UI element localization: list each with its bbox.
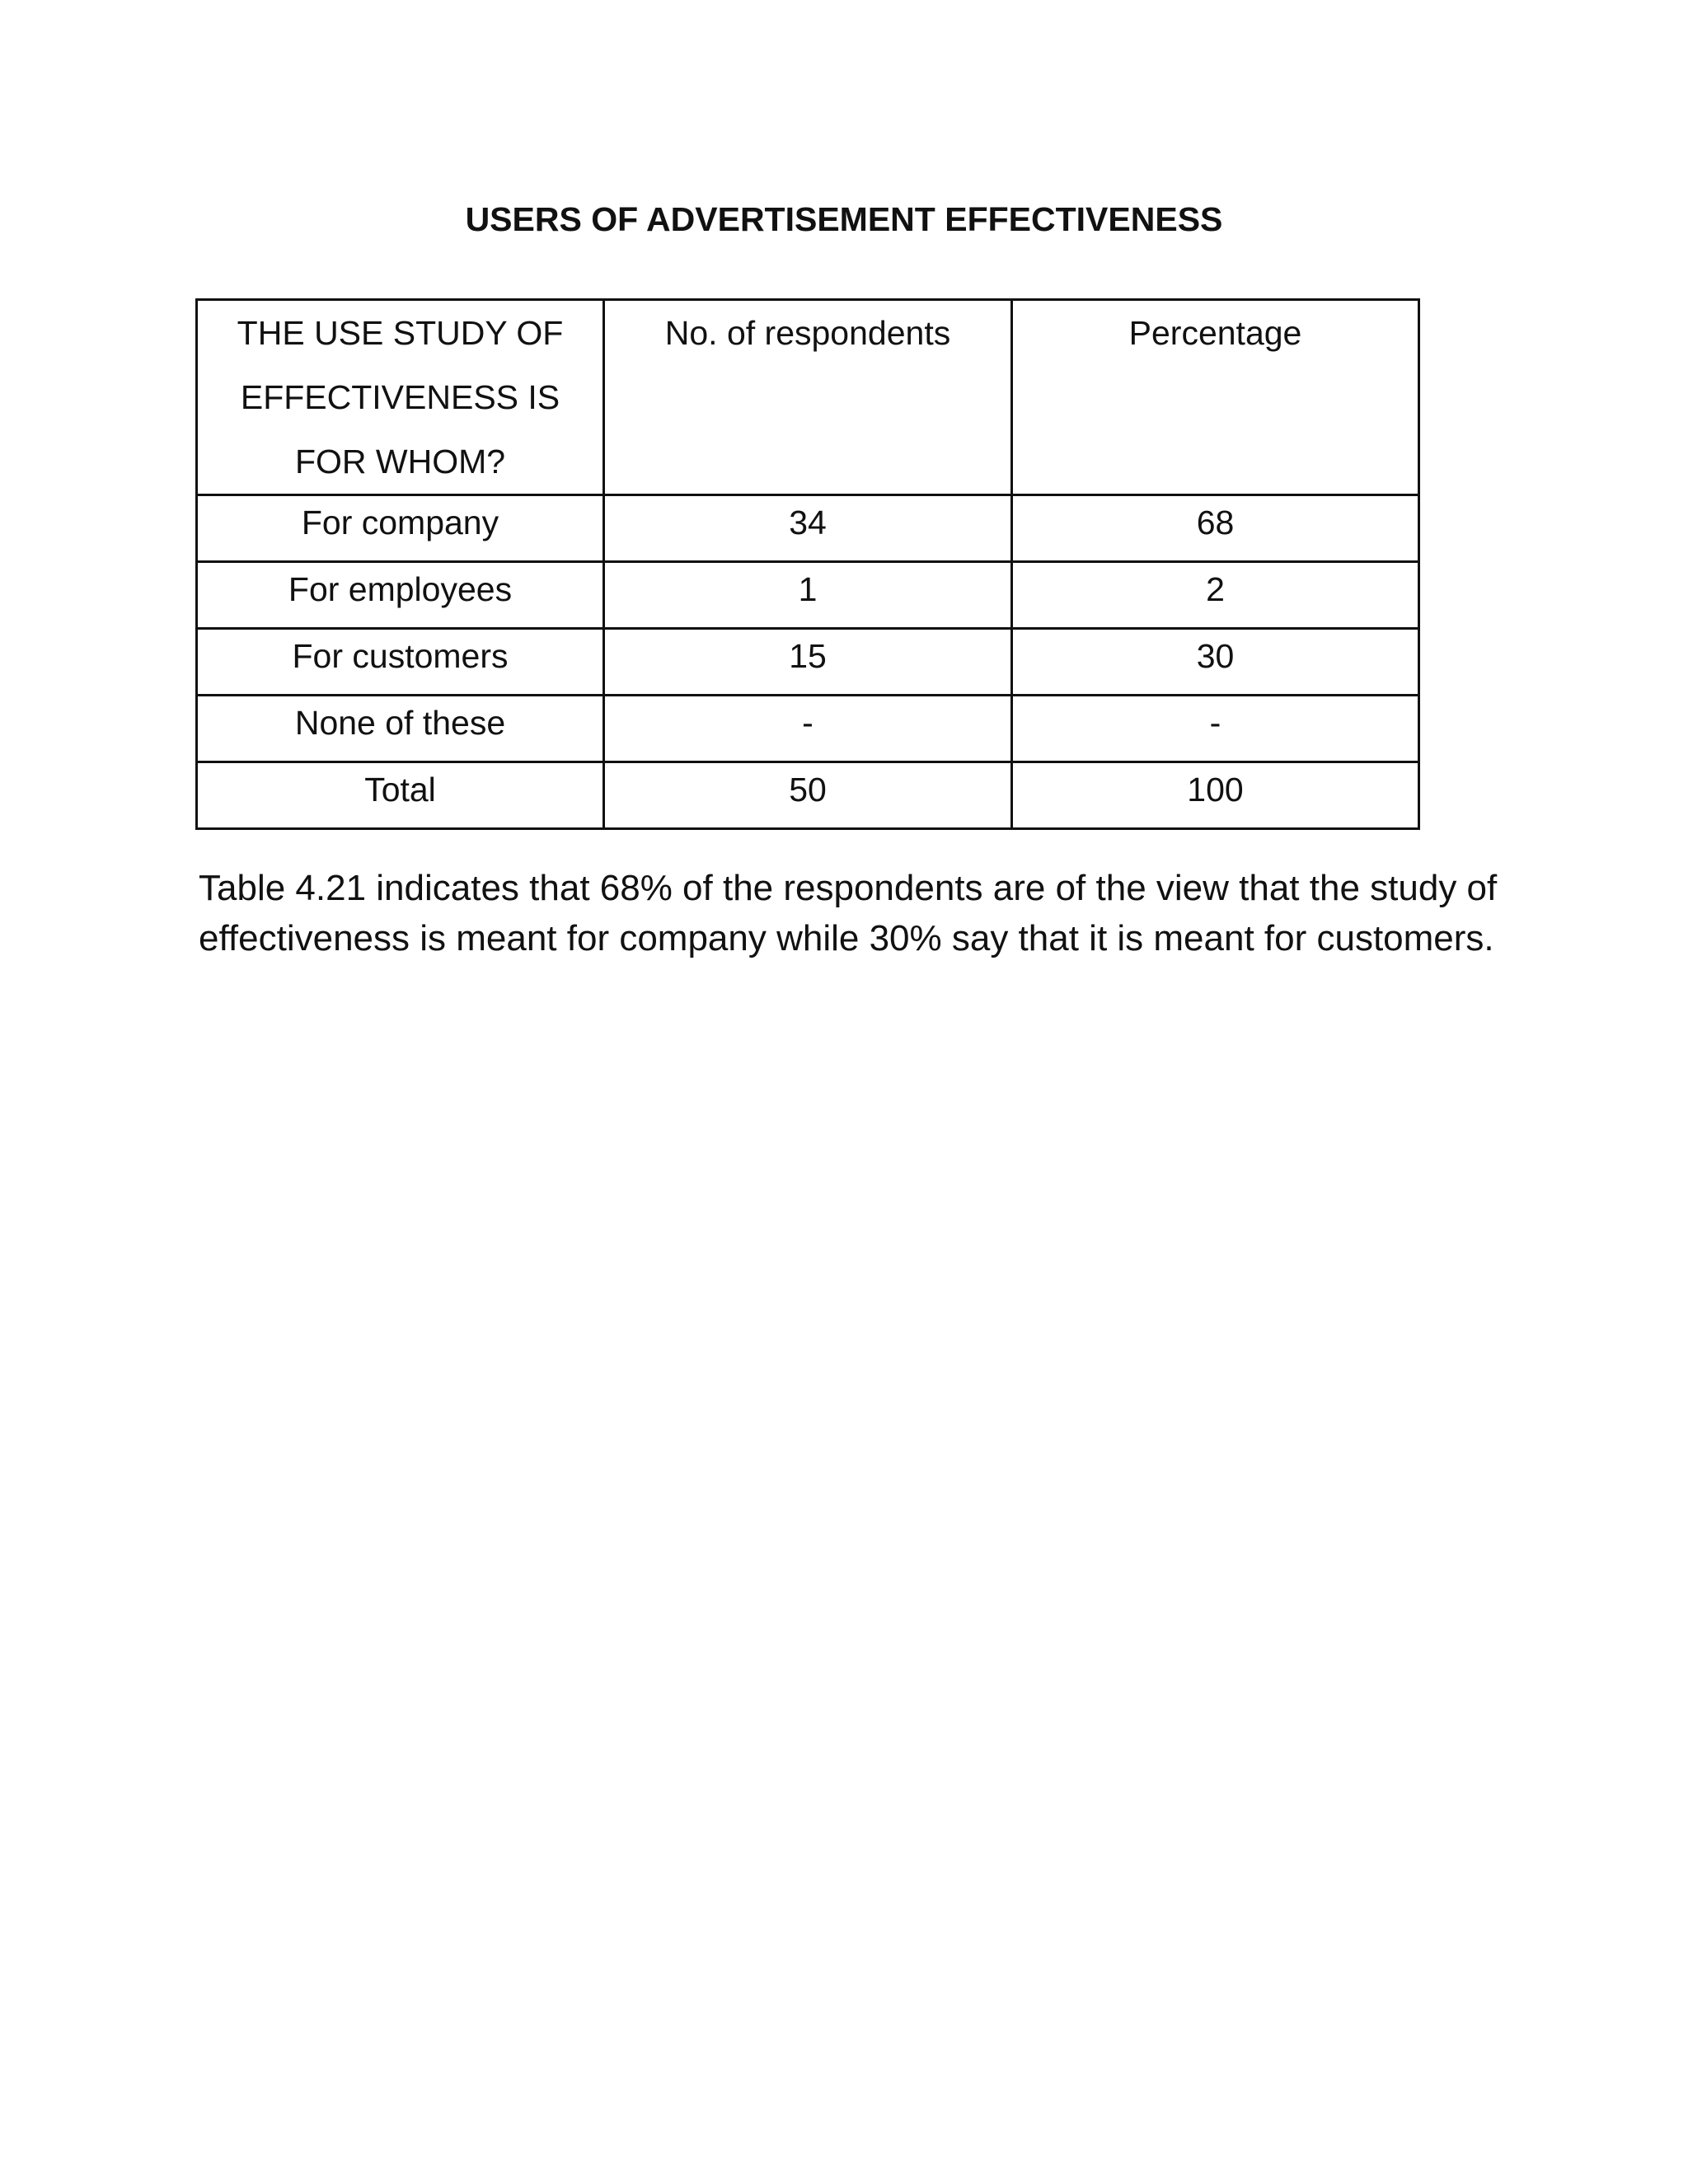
table-total-row [197, 762, 1419, 829]
table-cell: - [604, 696, 1012, 762]
data-table [195, 298, 1420, 830]
table-cell: 100 [1012, 762, 1419, 829]
summary-paragraph: Table 4.21 indicates that 68% of the respondents are of the view that the study of effectiveness is meant for company while 30% say that it is meant for customers. [199, 868, 1498, 958]
table-row [197, 696, 1419, 762]
table-cell: 15 [604, 629, 1012, 696]
table-cell: 68 [1012, 495, 1419, 562]
table-cell: Total [197, 762, 604, 829]
table-row [197, 562, 1419, 629]
table-cell: For employees [197, 562, 604, 629]
page-title: USERS OF ADVERTISEMENT EFFECTIVENESS [465, 200, 1223, 238]
table-header-cell: No. of respondents [604, 300, 1012, 495]
table-header-cell: THE USE STUDY OF EFFECTIVENESS IS FOR WHOM? [197, 300, 604, 495]
table-cell: 2 [1012, 562, 1419, 629]
table-cell: For company [197, 495, 604, 562]
table-cell: For customers [197, 629, 604, 696]
table-row [197, 629, 1419, 696]
table-header-cell: Percentage [1012, 300, 1419, 495]
table-cell: - [1012, 696, 1419, 762]
table-cell: 34 [604, 495, 1012, 562]
table-cell: 1 [604, 562, 1012, 629]
table-cell: None of these [197, 696, 604, 762]
table-cell: 30 [1012, 629, 1419, 696]
table-cell: 50 [604, 762, 1012, 829]
table-row [197, 495, 1419, 562]
table-header-row [197, 300, 1419, 495]
